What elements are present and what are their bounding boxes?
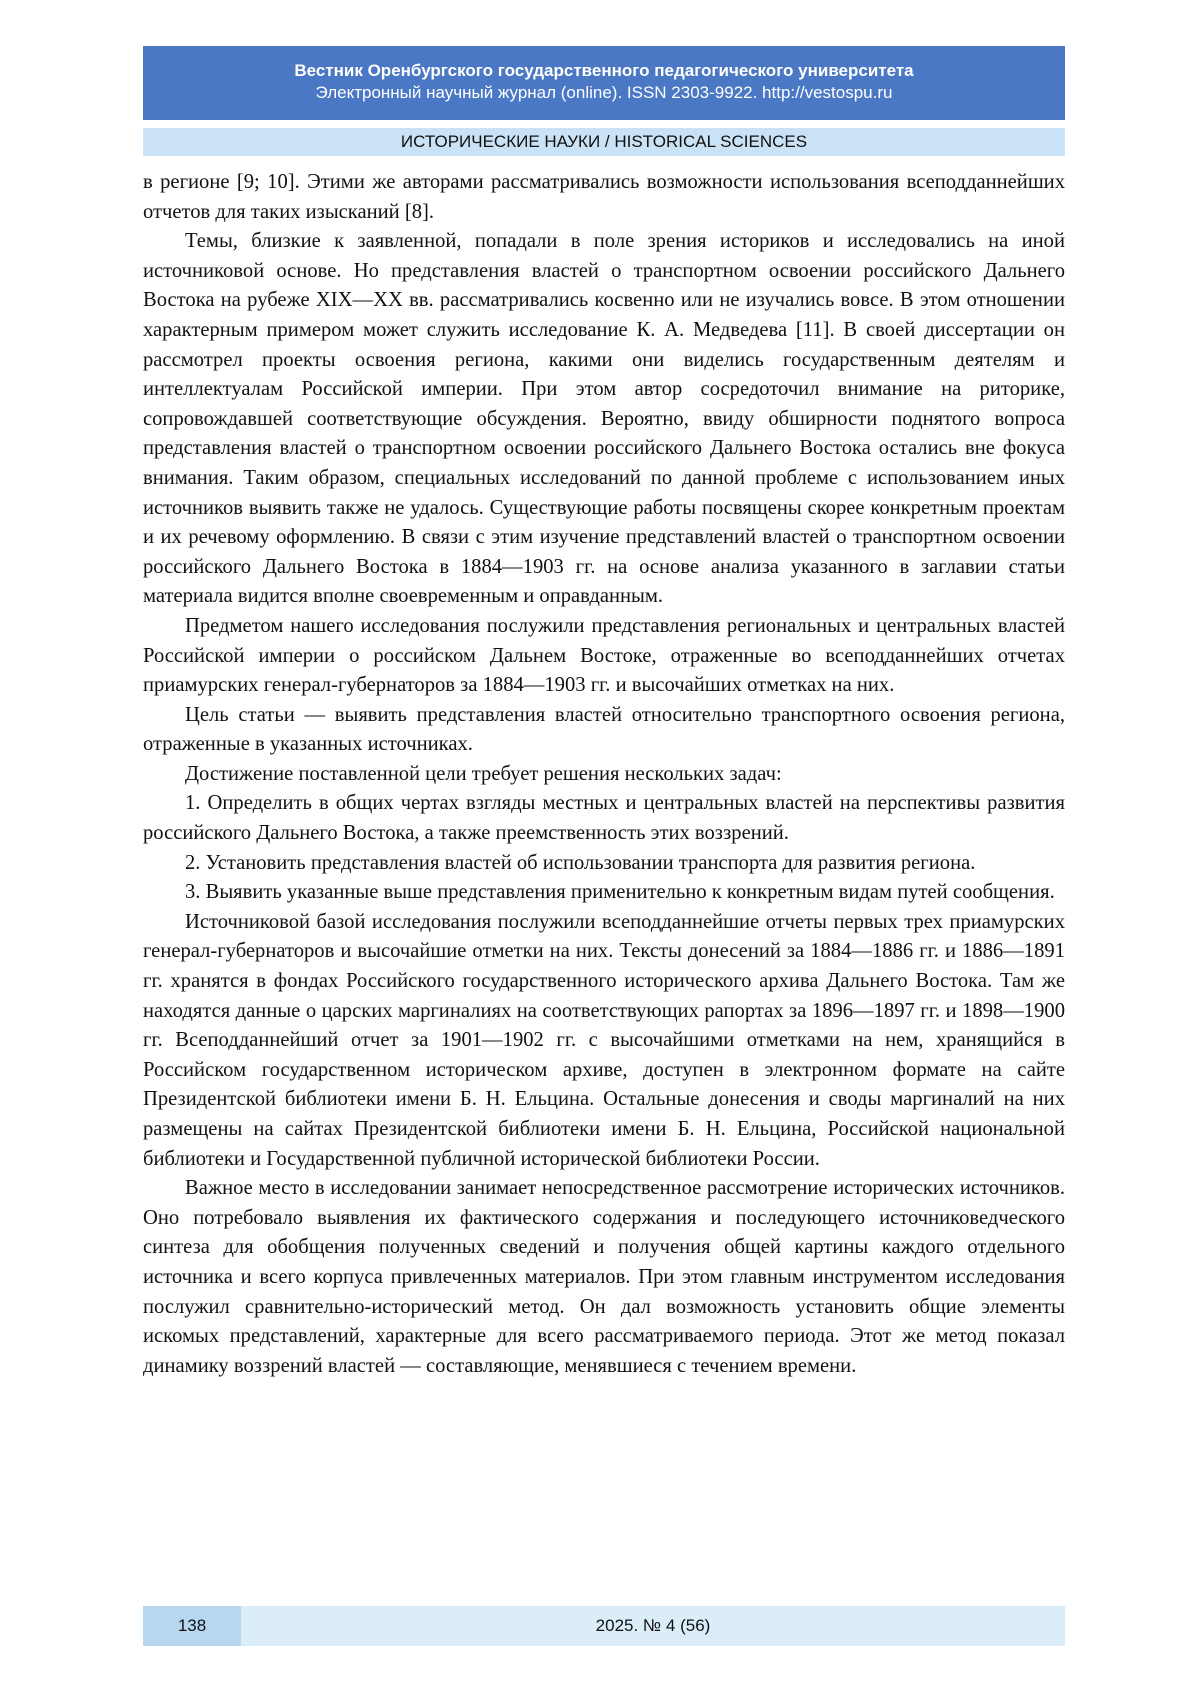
paragraph: 1. Определить в общих чертах взгляды местных и центральных властей на перспективы развития российского Дальнего Востока, а также преемственность этих воззрений. — [143, 792, 1065, 845]
journal-title: Вестник Оренбургского государственного педагогического университета — [294, 61, 914, 80]
page-number: 138 — [143, 1606, 241, 1646]
journal-subtitle: Электронный научный журнал (online). ISSN 2303-9922. http://vestospu.ru — [315, 83, 893, 102]
paragraph: Источниковой базой исследования послужили всеподданнейшие отчеты первых трех приамурских генерал-губернаторов и высочайшие отметки на них. Тексты донесений за 1884—1886 гг. и 1886—1891 гг. хранятся в фондах Российского государственного исторического архива Дальнего Востока. Там же находятся данные о царских маргиналиях на соответствующих рапортах за 1896—1897 гг. и 1898—1900 гг. Всеподданнейший отчет за 1901—1902 гг. с высочайшими отметками на нем, хранящийся в Российском государственном историческом архиве, доступен в электронном формате на сайте Президентской библиотеки имени Б. Н. Ельцина. Остальные донесения и своды маргиналий на них размещены на сайтах Президентской библиотеки имени Б. Н. Ельцина, Российской национальной библиотеки и Государственной публичной исторической библиотеки России. — [143, 910, 1065, 1170]
journal-header — [143, 46, 1065, 120]
article-body — [143, 168, 1065, 1381]
issue-info: 2025. № 4 (56) — [595, 1616, 711, 1635]
page-footer — [143, 1606, 1065, 1646]
paragraph: Достижение поставленной цели требует решения нескольких задач: — [185, 762, 782, 785]
paragraph: Важное место в исследовании занимает непосредственное рассмотрение исторических источников. Оно потребовало выявления их фактического содержания и последующего источниковедческого синтеза для обобщения полученных сведений и получения общей картины каждого отдельного источника и всего корпуса привлеченных материалов. При этом главным инструментом исследования послужил сравнительно-исторический метод. Он дал возможность установить общие элементы искомых представлений, характерные для всего рассматриваемого периода. Этот же метод показал динамику воззрений властей — составляющие, менявшиеся с течением времени. — [143, 1177, 1065, 1377]
paragraph: 2. Установить представления властей об использовании транспорта для развития региона. — [185, 851, 976, 874]
paragraph: Темы, близкие к заявленной, попадали в поле зрения историков и исследовались на иной источниковой основе. Но представления властей о транспортном освоении российского Дальнего Востока на рубеже XIX—XX вв. рассматривались косвенно или не изучались вовсе. В этом отношении характерным примером может служить исследование К. А. Медведева [11]. В своей диссертации он рассмотрел проекты освоения региона, какими они виделись государственным деятелям и интеллектуалам Российской империи. При этом автор сосредоточил внимание на риторике, сопровождавшей соответствующие обсуждения. Вероятно, ввиду обширности поднятого вопроса представления властей о транспортном освоении российского Дальнего Востока остались вне фокуса внимания. Таким образом, специальных исследований по данной проблеме с использованием иных источников выявить также не удалось. Существующие работы посвящены скорее конкретным проектам и их речевому оформлению. В связи с этим изучение представлений властей о транспортном освоении российского Дальнего Востока в 1884—1903 гг. на основе анализа указанного в заглавии статьи материала видится вполне своевременным и оправданным. — [143, 230, 1065, 608]
paragraph: Предметом нашего исследования послужили представления региональных и центральных властей Российской империи о российском Дальнем Востоке, отраженные во всеподданнейших отчетах приамурских генерал-губернаторов за 1884—1903 гг. и высочайших отметках на них. — [143, 614, 1065, 697]
section-title: ИСТОРИЧЕСКИЕ НАУКИ / HISTORICAL SCIENCES — [143, 128, 1065, 156]
paragraph: 3. Выявить указанные выше представления применительно к конкретным видам путей сообщения. — [185, 881, 1055, 904]
paragraph: в регионе [9; 10]. Этими же авторами рассматривались возможности использования всеподданнейших отчетов для таких изысканий [8]. — [143, 171, 1065, 223]
paragraph: Цель статьи — выявить представления властей относительно транспортного освоения региона, отраженные в указанных источниках. — [143, 703, 1065, 756]
